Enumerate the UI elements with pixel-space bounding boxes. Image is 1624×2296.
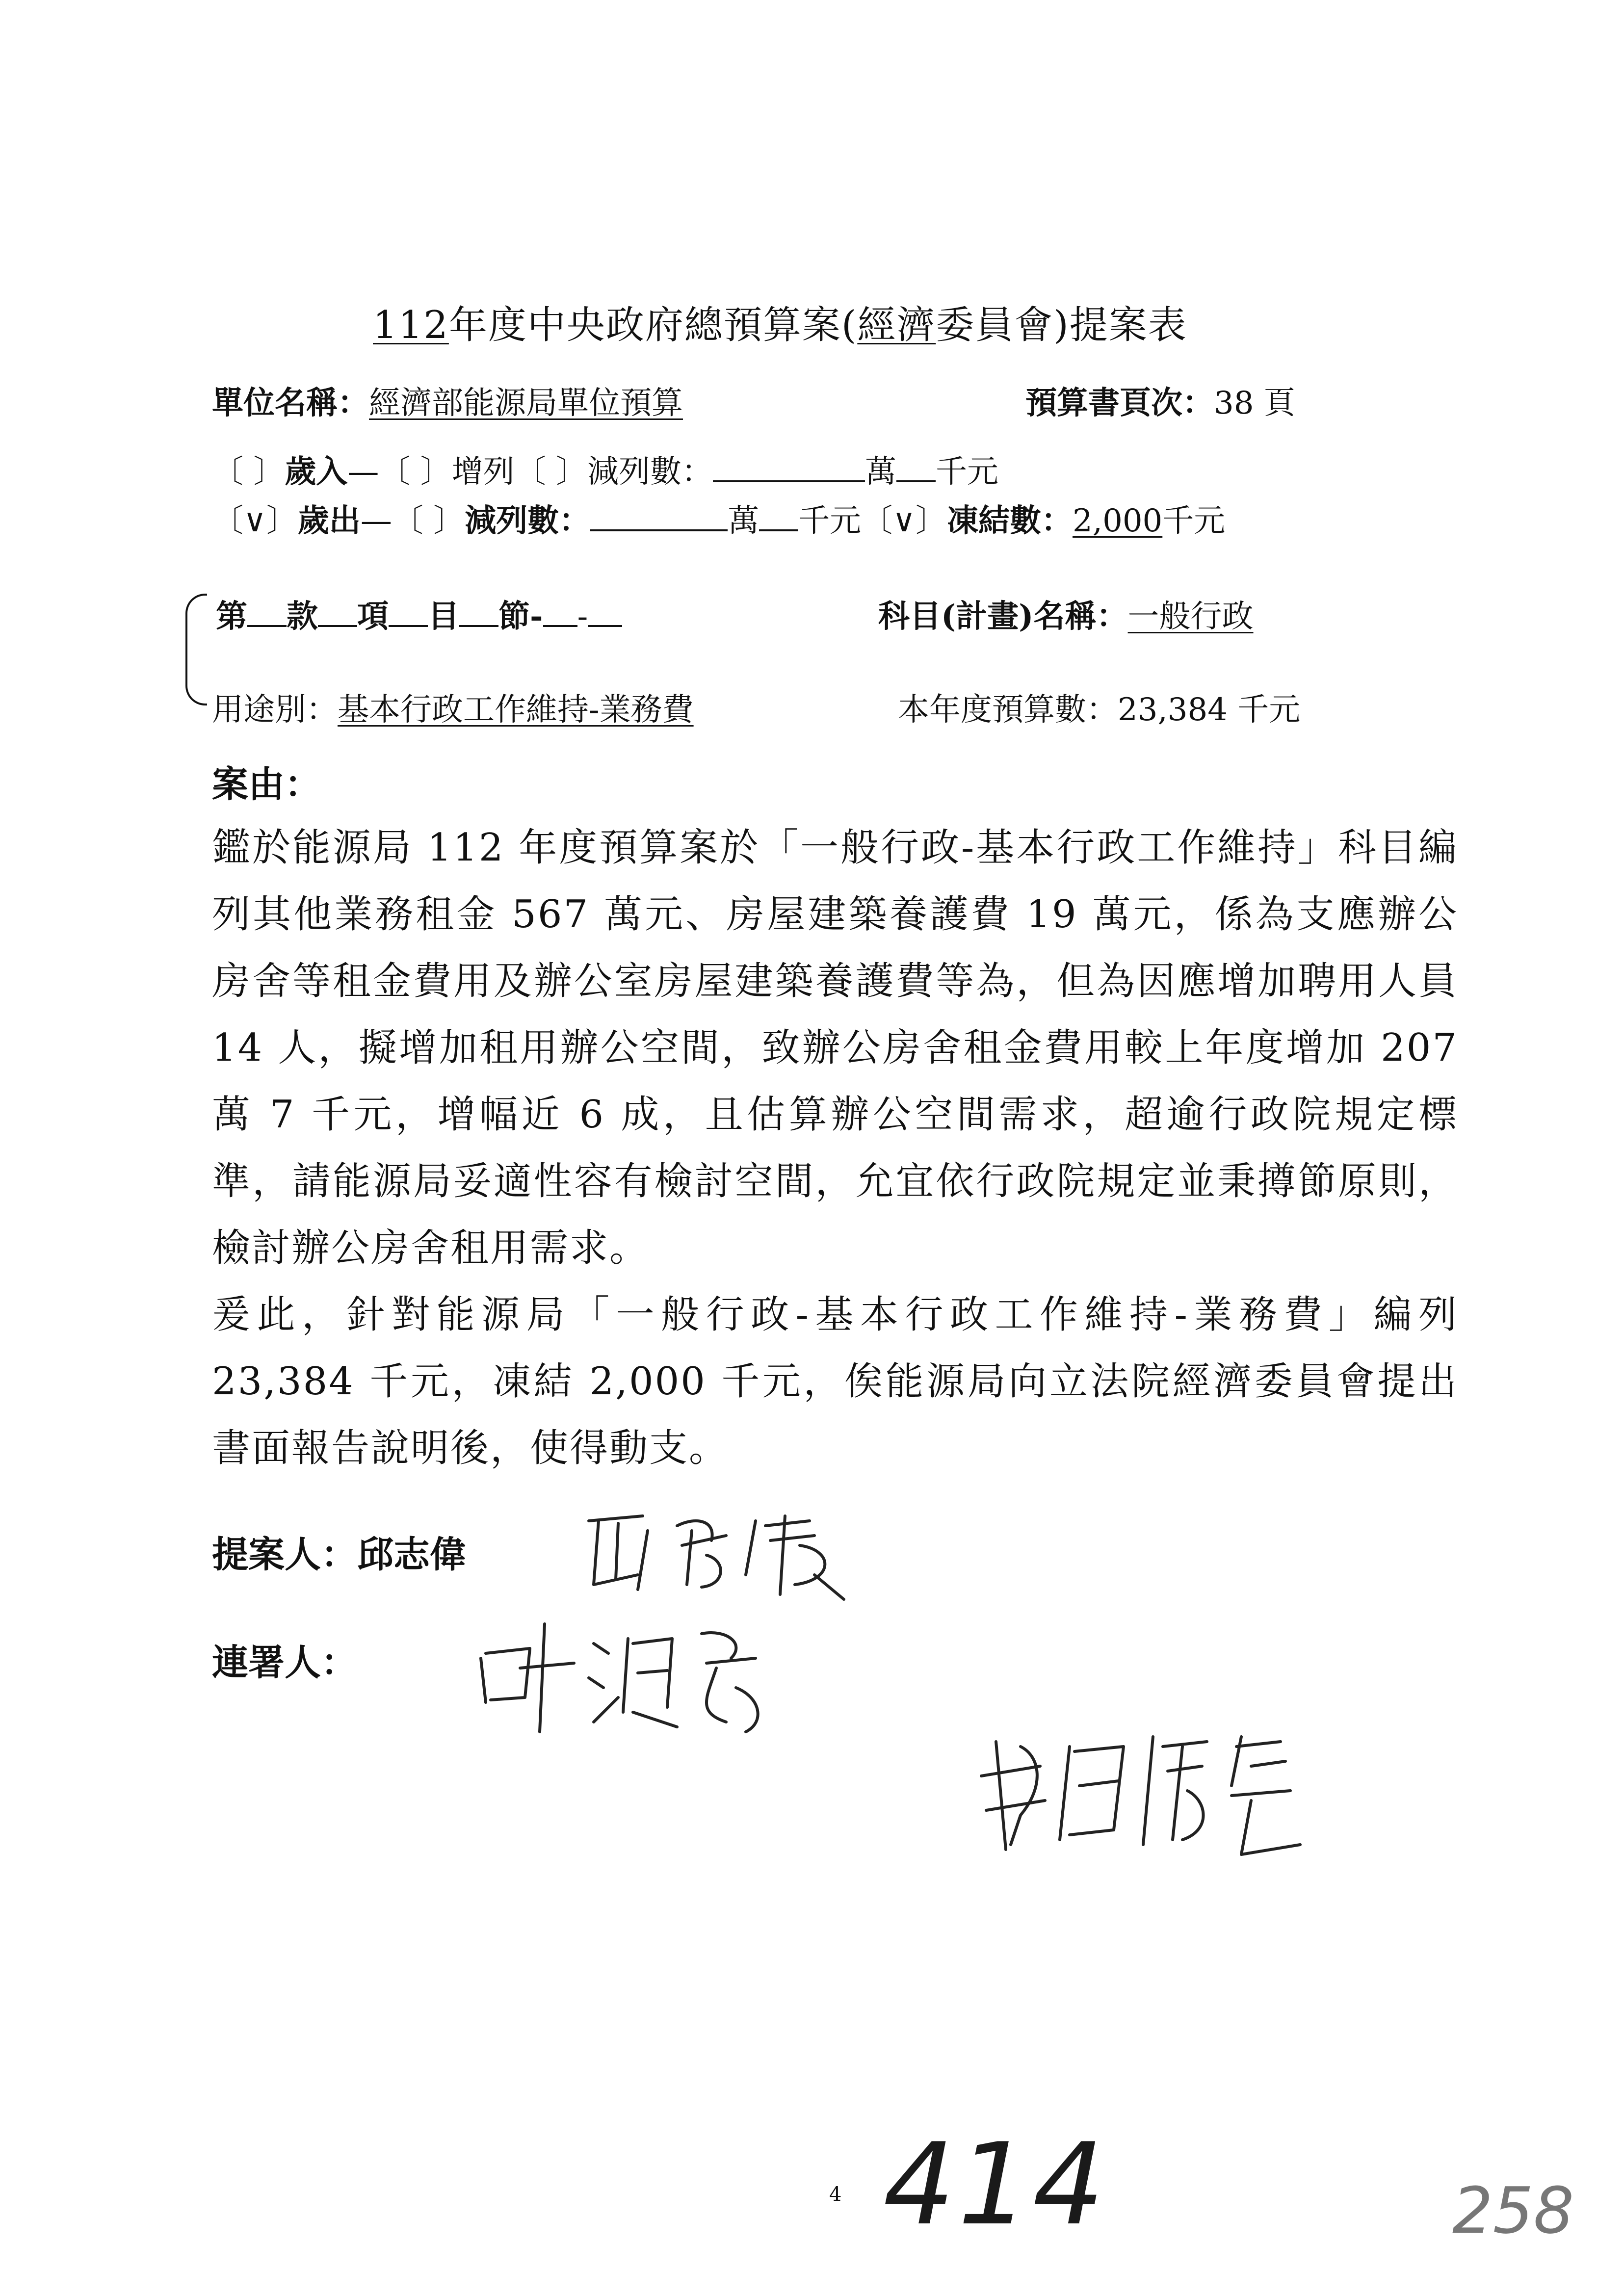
exp-box1: 〔∨〕: [212, 503, 298, 539]
unit-line: [212, 378, 683, 423]
freeze-label: 凍結數：: [947, 502, 1073, 539]
reason-paragraph-1: 鑑於能源局 112 年度預算案於「一般行政-基本行政工作維持」科目編列其他業務租金 567 萬元、房屋建築養護費 19 萬元，係為支應辦公房舍等租金費用及辦公室房屋建築養護費等為，但為因應增加聘用人員 14 人，擬增加租用辦公空間，致辦公房舍租金費用較上年度增加 207 萬 7 千元，增幅近 6 成，且估算辦公空間需求，超逾行政院規定標準，請能源局妥適性容有檢討空間，允宜依行政院規定並秉撙節原則，檢討辦公房舍租用需求。: [212, 826, 1458, 1270]
exp-box3: 〔∨〕: [861, 503, 947, 539]
item-blank-1: [247, 600, 287, 627]
rev-dash: —: [347, 454, 379, 490]
item-blank-4: [459, 600, 498, 627]
item-brace: [185, 594, 207, 705]
rev-label: 歲入: [285, 453, 348, 490]
rev-blank-qian: [896, 455, 936, 482]
subject-label: 科目(計畫)名稱：: [878, 598, 1128, 635]
rev-blank-wan: [713, 455, 865, 482]
rev-inc: 增列: [451, 454, 515, 490]
exp-dec: 減列數：: [465, 502, 591, 539]
freeze-unit: 千元: [1162, 503, 1226, 539]
proposer-label: 提案人：: [212, 1534, 357, 1576]
revenue-line: [212, 446, 998, 492]
proposer-signature: [579, 1501, 854, 1604]
item-blank-2: [318, 600, 357, 627]
title-committee: 經濟: [857, 303, 936, 347]
title-year: 112: [373, 303, 449, 347]
cosigner-label: 連署人：: [212, 1642, 357, 1684]
usage-value: 基本行政工作維持-業務費: [338, 692, 694, 728]
item-dash: -: [577, 599, 588, 635]
exp-blank-qian: [759, 504, 798, 531]
page-number: 4: [829, 2183, 842, 2206]
reason-heading: 案由：: [212, 763, 321, 806]
title-rest: 委員會)提案表: [936, 303, 1187, 347]
rev-dec: 減列數：: [587, 454, 713, 490]
corner-mark: 258: [1452, 2173, 1574, 2248]
usage-line: [212, 684, 694, 730]
rev-wan: 萬: [865, 454, 897, 490]
exp-wan: 萬: [728, 503, 760, 539]
exp-label: 歲出: [297, 502, 361, 539]
reason-body: [212, 814, 1458, 1482]
unit-value: 經濟部能源局單位預算: [369, 385, 683, 421]
unit-label: 單位名稱：: [212, 385, 369, 421]
item-di: 第: [216, 598, 247, 635]
rev-box2: 〔 〕: [379, 454, 452, 490]
item-kuan: 款: [287, 598, 318, 635]
item-line: [216, 591, 622, 636]
item-xiang: 項: [357, 598, 389, 635]
title-prefix: 年度中央政府總預算案(: [448, 303, 858, 347]
exp-dash: —: [360, 503, 392, 539]
subject-value: 一般行政: [1127, 599, 1254, 635]
exp-qian: 千元: [798, 503, 862, 539]
budget-value: 23,384 千元: [1118, 692, 1301, 728]
item-blank-5: [543, 600, 577, 627]
cosigner-signature-1: [471, 1614, 775, 1742]
page-stamp: 414: [883, 2119, 1107, 2250]
budget-line: [898, 684, 1300, 730]
exp-box2: 〔 〕: [392, 503, 465, 539]
cosigner-signature-2: [976, 1717, 1310, 1864]
rev-qian: 千元: [936, 454, 999, 490]
item-jie: 節-: [498, 598, 543, 635]
proposer-line: [212, 1526, 466, 1578]
usage-label: 用途別：: [212, 692, 338, 728]
subject-line: [878, 591, 1254, 636]
page-ref-value: 38 頁: [1214, 385, 1295, 421]
item-blank-6: [588, 600, 622, 627]
rev-box1: 〔 〕: [212, 454, 285, 490]
budget-label: 本年度預算數：: [898, 692, 1118, 728]
expense-line: [212, 496, 1225, 541]
exp-blank-wan: [590, 504, 728, 531]
freeze-value: 2,000: [1073, 503, 1163, 539]
page-ref-line: [1025, 378, 1295, 423]
page-ref-label: 預算書頁次：: [1025, 385, 1214, 421]
page-title: [373, 294, 1187, 349]
rev-box3: 〔 〕: [514, 454, 588, 490]
reason-paragraph-2: 爰此，針對能源局「一般行政-基本行政工作維持-業務費」編列 23,384 千元，凍結 2,000 千元，俟能源局向立法院經濟委員會提出書面報告說明後，使得動支。: [212, 1293, 1458, 1470]
proposer-name: 邱志偉: [357, 1534, 466, 1576]
item-mu: 目: [428, 598, 459, 635]
item-blank-3: [389, 600, 428, 627]
